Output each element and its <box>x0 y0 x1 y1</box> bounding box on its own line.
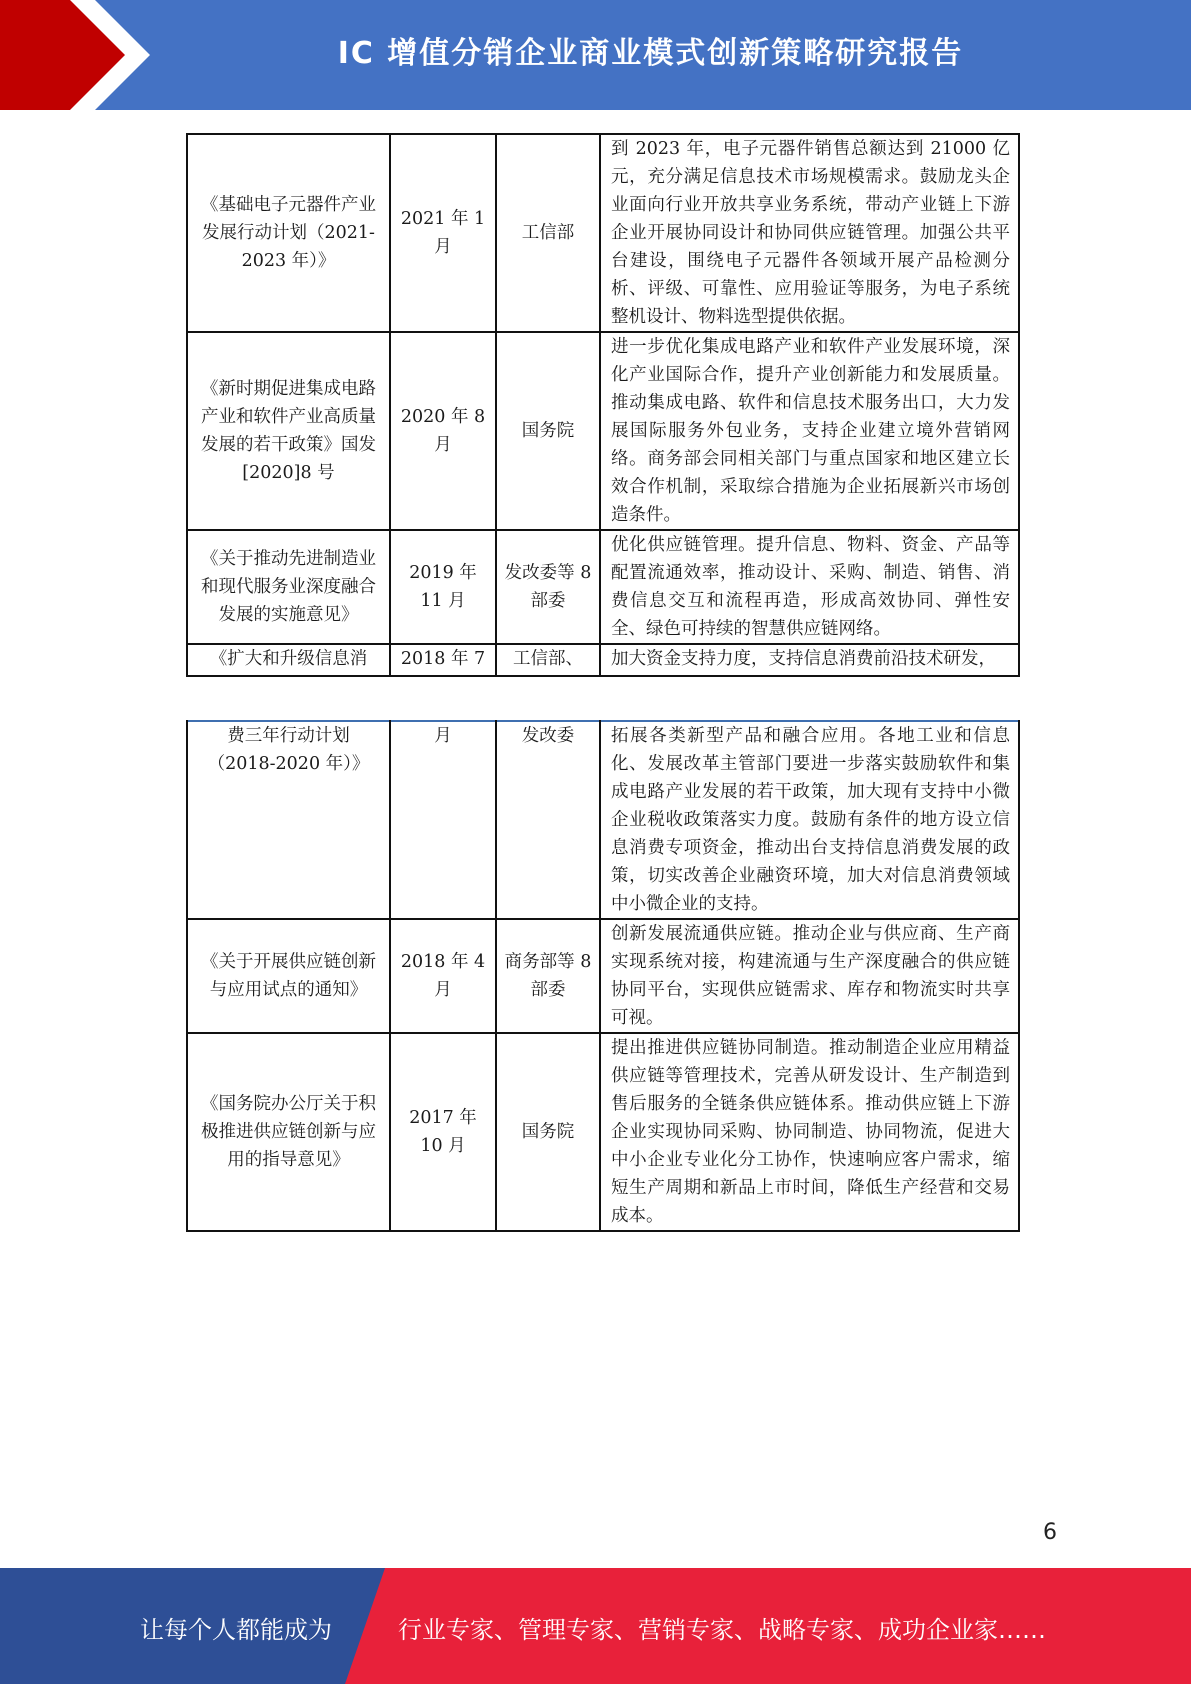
policy-dept-cell: 工信部、 <box>496 644 600 676</box>
policy-name-cell: 《扩大和升级信息消 <box>187 644 390 676</box>
policy-name-cell: 《新时期促进集成电路产业和软件产业高质量发展的若干政策》国发[2020]8 号 <box>187 332 390 530</box>
table-row <box>187 721 1019 919</box>
policy-desc-cell: 提出推进供应链协同制造。推动制造企业应用精益供应链等管理技术，完善从研发设计、生产制造到售后服务的全链条供应链体系。推动供应链上下游企业实现协同采购、协同制造、协同物流，促进大中小企业专业化分工协作，快速响应客户需求，缩短生产周期和新品上市时间，降低生产经营和交易成本。 <box>600 1033 1019 1231</box>
policy-date-cell: 2017 年 10 月 <box>390 1033 496 1231</box>
policy-desc-cell: 创新发展流通供应链。推动企业与供应商、生产商实现系统对接，构建流通与生产深度融合的供应链协同平台，实现供应链需求、库存和物流实时共享可视。 <box>600 919 1019 1033</box>
table-row <box>187 1033 1019 1231</box>
policy-dept-cell: 发改委等 8 部委 <box>496 530 600 644</box>
policy-name-cell: 《基础电子元器件产业发展行动计划（2021-2023 年）》 <box>187 134 390 332</box>
footer-banner <box>0 1568 1191 1684</box>
footer-slogan-right: 行业专家、管理专家、营销专家、战略专家、成功企业家…… <box>398 1616 1046 1644</box>
page-number: 6 <box>1043 1520 1057 1545</box>
table-row <box>187 134 1019 332</box>
policy-desc-cell: 进一步优化集成电路产业和软件产业发展环境，深化产业国际合作，提升产业创新能力和发展质量。推动集成电路、软件和信息技术服务出口，大力发展国际服务外包业务，支持企业建立境外营销网络。商务部会同相关部门与重点国家和地区建立长效合作机制，采取综合措施为企业拓展新兴市场创造条件。 <box>600 332 1019 530</box>
policy-desc-cell: 拓展各类新型产品和融合应用。各地工业和信息化、发展改革主管部门要进一步落实鼓励软件和集成电路产业发展的若干政策，加大现有支持中小微企业税收政策落实力度。鼓励有条件的地方设立信息消费专项资金，推动出台支持信息消费发展的政策，切实改善企业融资环境，加大对信息消费领域中小微企业的支持。 <box>600 721 1019 919</box>
policy-dept-cell: 国务院 <box>496 1033 600 1231</box>
policy-date-cell: 2018 年 4 月 <box>390 919 496 1033</box>
policy-name-cell: 费三年行动计划（2018-2020 年）》 <box>187 721 390 919</box>
policy-table-part1 <box>186 133 1020 677</box>
policy-table-part2 <box>186 720 1020 1232</box>
table-row <box>187 644 1019 676</box>
policy-name-cell: 《关于开展供应链创新与应用试点的通知》 <box>187 919 390 1033</box>
table-row <box>187 919 1019 1033</box>
header-banner <box>0 0 1191 110</box>
policy-name-cell: 《国务院办公厅关于积极推进供应链创新与应用的指导意见》 <box>187 1033 390 1231</box>
table-row <box>187 530 1019 644</box>
policy-dept-cell: 商务部等 8 部委 <box>496 919 600 1033</box>
policy-date-cell: 2019 年 11 月 <box>390 530 496 644</box>
policy-date-cell: 2020 年 8 月 <box>390 332 496 530</box>
policy-date-cell: 2021 年 1 月 <box>390 134 496 332</box>
policy-date-cell: 2018 年 7 <box>390 644 496 676</box>
policy-date-cell: 月 <box>390 721 496 919</box>
policy-dept-cell: 发改委 <box>496 721 600 919</box>
footer-slogan-left: 让每个人都能成为 <box>140 1616 332 1644</box>
policy-desc-cell: 到 2023 年，电子元器件销售总额达到 21000 亿元，充分满足信息技术市场规模需求。鼓励龙头企业面向行业开放共享业务系统，带动产业链上下游企业开展协同设计和协同供应链管理。加强公共平台建设，围绕电子元器件各领域开展产品检测分析、评级、可靠性、应用验证等服务，为电子系统整机设计、物料选型提供依据。 <box>600 134 1019 332</box>
policy-desc-cell: 优化供应链管理。提升信息、物料、资金、产品等配置流通效率，推动设计、采购、制造、销售、消费信息交互和流程再造，形成高效协同、弹性安全、绿色可持续的智慧供应链网络。 <box>600 530 1019 644</box>
policy-desc-cell: 加大资金支持力度，支持信息消费前沿技术研发， <box>600 644 1019 676</box>
policy-dept-cell: 国务院 <box>496 332 600 530</box>
policy-dept-cell: 工信部 <box>496 134 600 332</box>
policy-name-cell: 《关于推动先进制造业和现代服务业深度融合发展的实施意见》 <box>187 530 390 644</box>
table-row <box>187 332 1019 530</box>
report-title: IC 增值分销企业商业模式创新策略研究报告 <box>337 36 964 71</box>
